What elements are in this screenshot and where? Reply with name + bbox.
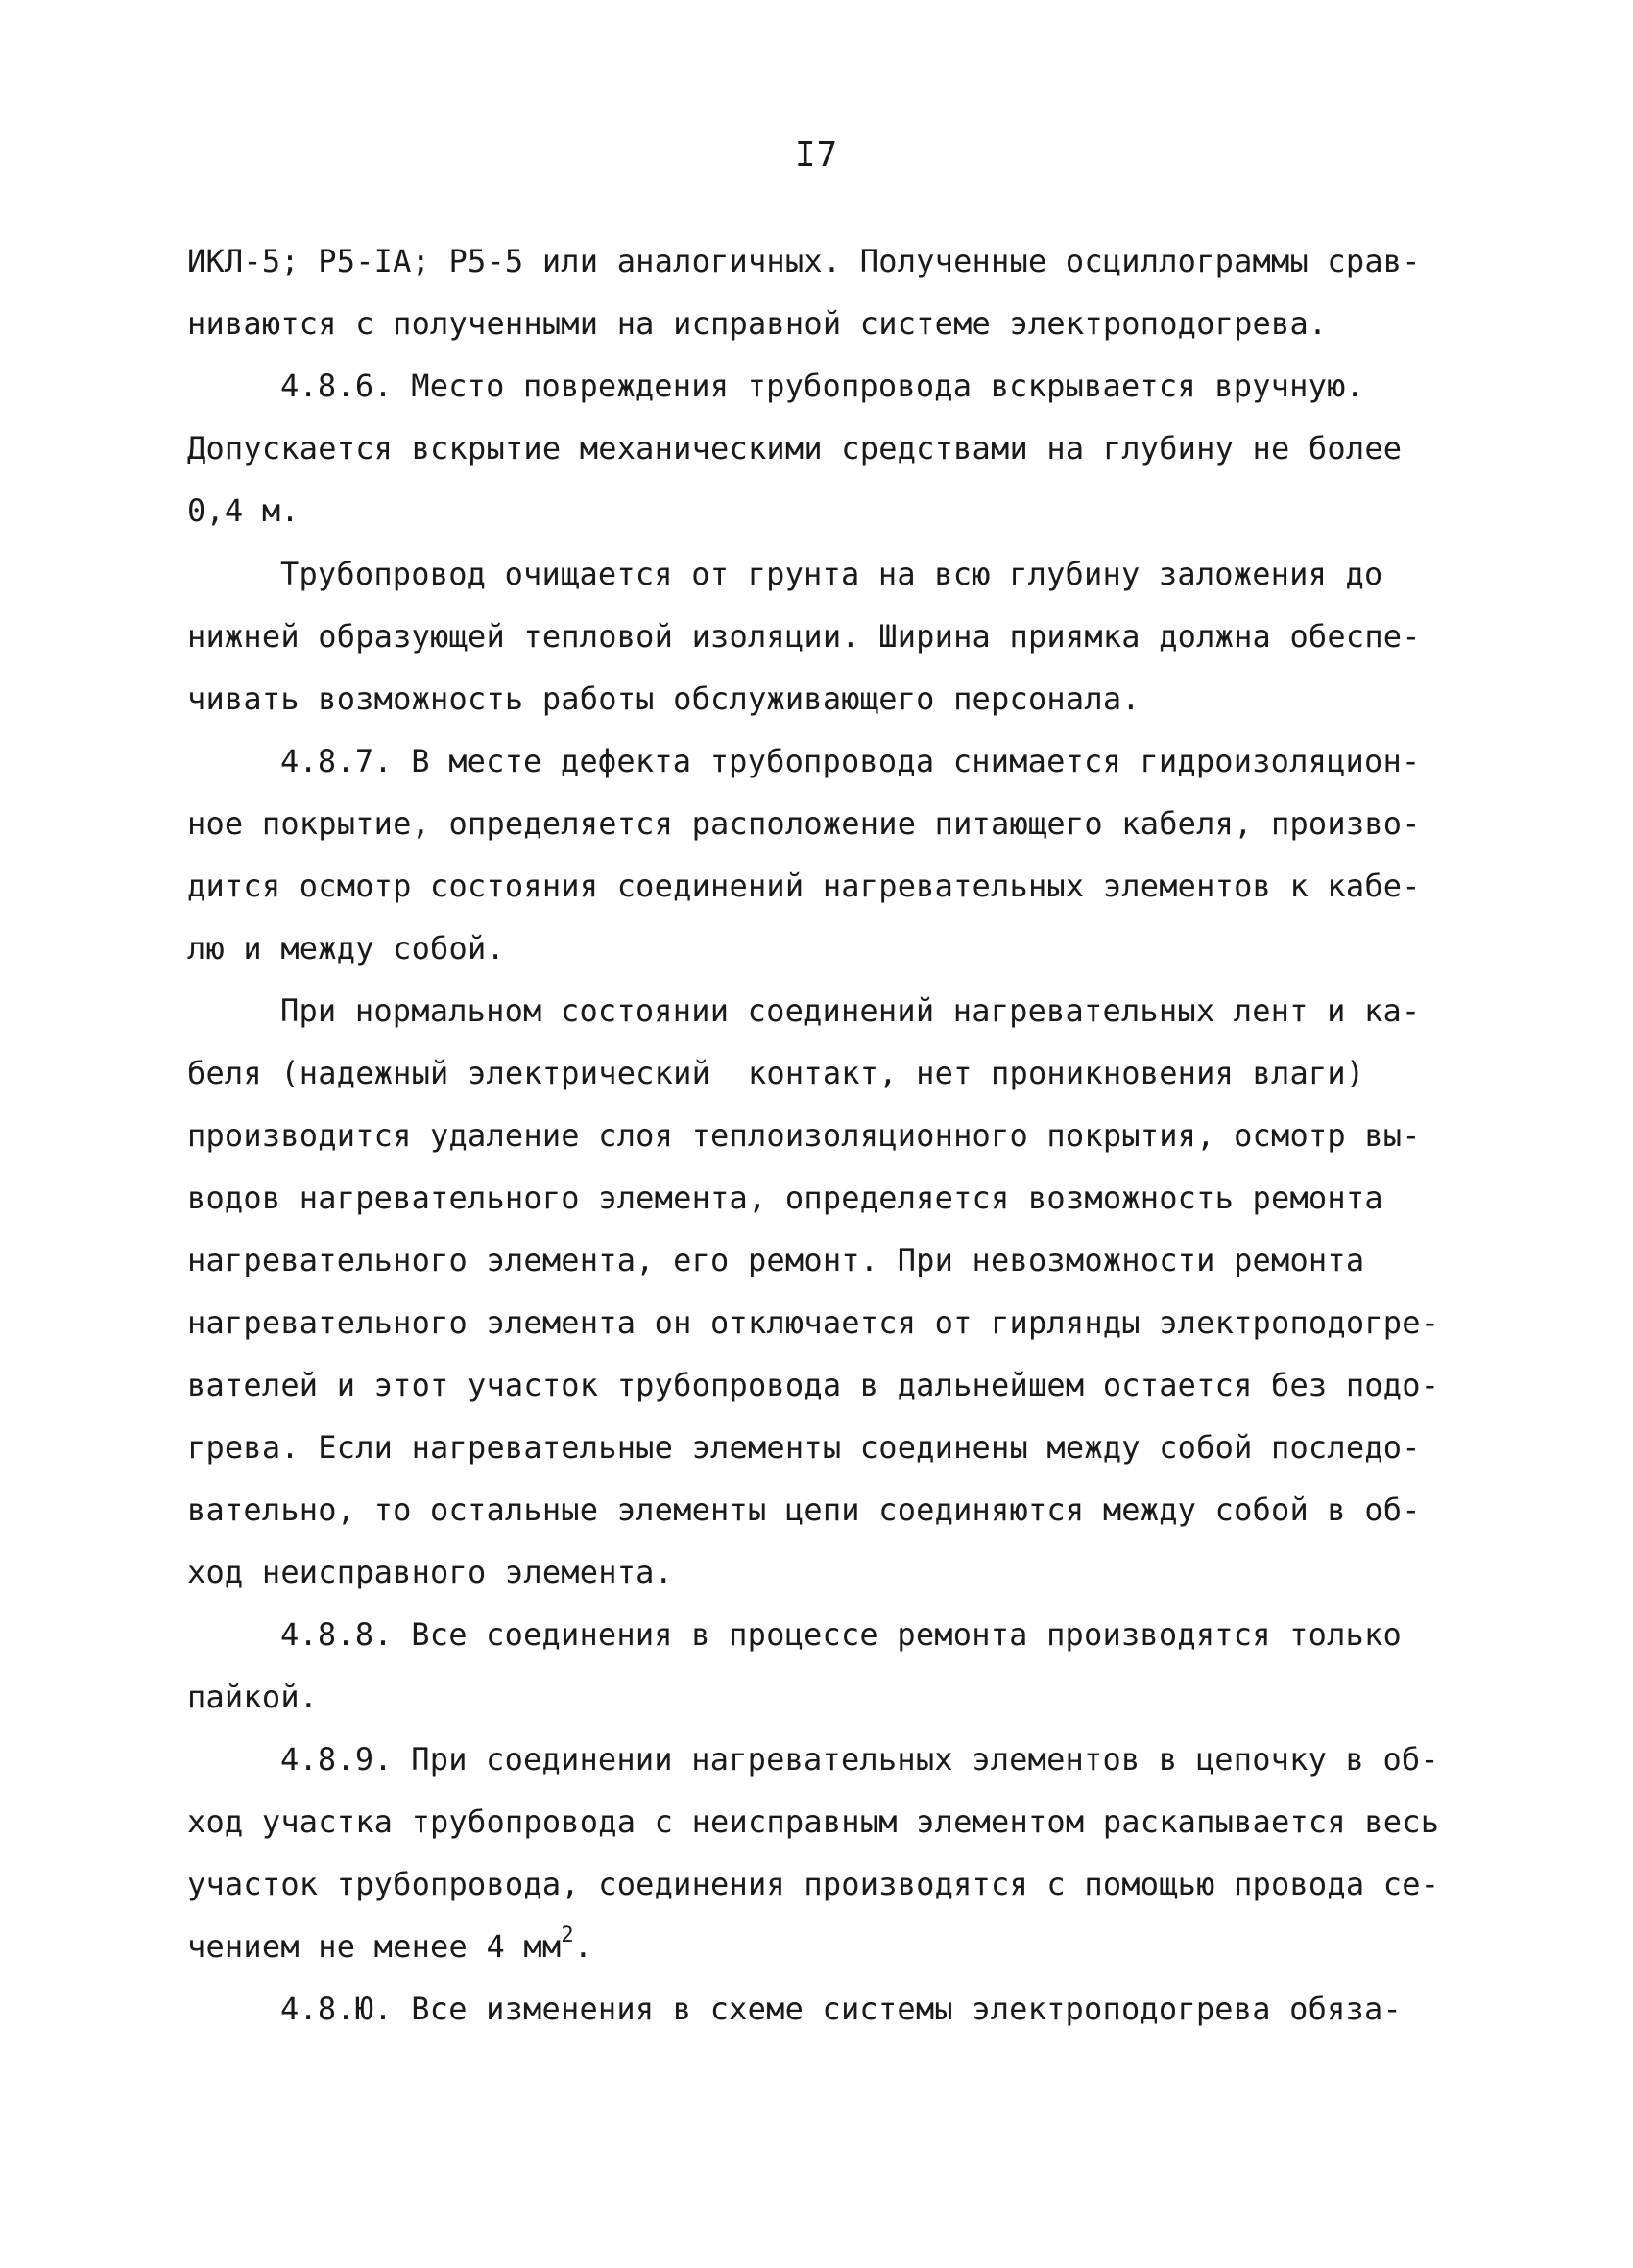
text-line-16: водов нагревательного элемента, определяется возможность ремонта: [187, 1180, 1383, 1216]
text-line-22: ход неисправного элемента.: [187, 1554, 674, 1590]
text-line-14: беля (надежный электрический контакт, нет проникновения влаги): [187, 1055, 1365, 1091]
page-number: I7: [794, 135, 839, 175]
text-line-27: участок трубопровода, соединения производятся с помощью провода се-: [187, 1866, 1440, 1902]
text-line-26: ход участка трубопровода с неисправным элементом раскапывается весь: [187, 1803, 1440, 1840]
text-line-15: производится удаление слоя теплоизоляционного покрытия, осмотр вы-: [187, 1117, 1421, 1154]
text-line-17: нагревательного элемента, его ремонт. При невозможности ремонта: [187, 1242, 1365, 1278]
text-line-1: ИКЛ-5; Р5-IА; Р5-5 или аналогичных. Полученные осциллограммы срав-: [187, 243, 1421, 279]
text-line-20: грева. Если нагревательные элементы соединены между собой последо-: [187, 1429, 1421, 1466]
text-line-9: 4.8.7. В месте дефекта трубопровода снимается гидроизоляцион-: [280, 743, 1421, 779]
text-line-18: нагревательного элемента он отключается от гирлянды электроподогре-: [187, 1304, 1440, 1341]
superscript-square: 2: [561, 1923, 574, 1947]
text-line-2: ниваются с полученными на исправной системе электроподогрева.: [187, 305, 1328, 342]
text-line-28-end: .: [573, 1928, 593, 1965]
text-line-13: При нормальном состоянии соединений нагревательных лент и ка-: [280, 992, 1421, 1029]
text-line-11: дится осмотр состояния соединений нагревательных элементов к кабе-: [187, 868, 1421, 904]
text-line-8: чивать возможность работы обслуживающего персонала.: [187, 680, 1141, 717]
text-line-24: пайкой.: [187, 1679, 319, 1715]
text-line-23: 4.8.8. Все соединения в процессе ремонта производятся только: [280, 1616, 1402, 1653]
text-line-10: ное покрытие, определяется расположение питающего кабеля, произво-: [187, 805, 1421, 842]
text-line-4: Допускается вскрытие механическими средствами на глубину не более: [187, 430, 1403, 466]
text-line-25: 4.8.9. При соединении нагревательных элементов в цепочку в об-: [280, 1741, 1439, 1778]
text-line-5: 0,4 м.: [187, 492, 300, 529]
text-line-21: вательно, то остальные элементы цепи соединяются между собой в об-: [187, 1492, 1421, 1528]
text-line-12: лю и между собой.: [187, 930, 505, 967]
text-line-3: 4.8.6. Место повреждения трубопровода вскрывается вручную.: [280, 368, 1365, 404]
text-line-28-main: чением не менее 4 мм: [187, 1928, 562, 1965]
text-line-19: вателей и этот участок трубопровода в дальнейшем остается без подо-: [187, 1367, 1440, 1403]
text-line-7: нижней образующей тепловой изоляции. Ширина приямка должна обеспе-: [187, 618, 1421, 655]
text-line-28: [187, 1925, 592, 1968]
text-line-6: Трубопровод очищается от грунта на всю глубину заложения до: [280, 556, 1383, 592]
text-line-29: 4.8.Ю. Все изменения в схеме системы электроподогрева обяза-: [280, 1991, 1402, 2027]
